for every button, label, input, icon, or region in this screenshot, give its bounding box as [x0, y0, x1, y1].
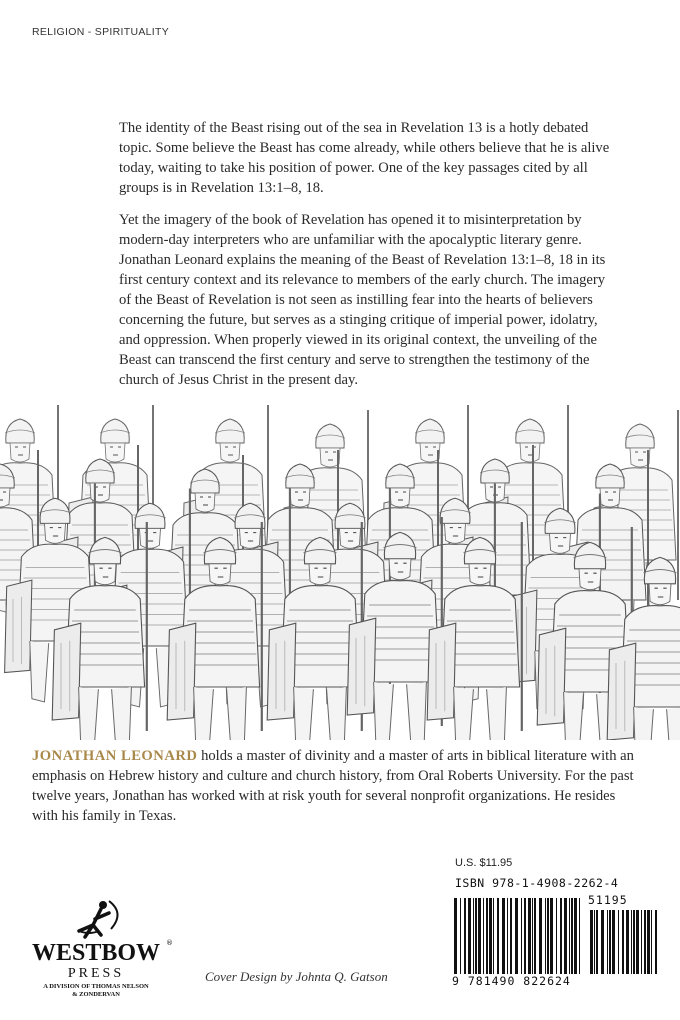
barcode-bar	[571, 898, 573, 974]
barcode-bar	[454, 898, 457, 974]
publisher-division-1: A DIVISION OF THOMAS NELSON	[43, 983, 149, 990]
barcode-bar	[560, 898, 562, 974]
roman-soldiers-illustration	[0, 405, 680, 740]
barcode-bar	[483, 898, 484, 974]
barcode-bar	[596, 910, 598, 974]
barcode-bar	[497, 898, 499, 974]
barcode-bar	[631, 910, 632, 974]
barcode-bar	[460, 898, 461, 974]
barcode-bar	[510, 898, 512, 974]
category-label: RELIGION - SPIRITUALITY	[32, 26, 170, 38]
barcode-bar	[641, 910, 642, 974]
barcode-bar	[534, 898, 536, 974]
barcode-bar	[612, 910, 615, 974]
barcode-bar	[590, 910, 593, 974]
barcode-bar	[524, 898, 526, 974]
barcode-bar	[486, 898, 488, 974]
barcode-bar	[532, 898, 533, 974]
barcode-bars	[452, 892, 660, 978]
svg-text:®: ®	[166, 939, 173, 947]
barcode-bar	[594, 910, 595, 974]
barcode-bar	[651, 910, 652, 974]
barcode-bar	[622, 910, 624, 974]
barcode-bar	[579, 898, 580, 974]
barcode-bar	[539, 898, 542, 974]
publisher-division-2: & ZONDERVAN	[72, 991, 120, 998]
barcode-bar	[489, 898, 492, 974]
barcode-bar	[607, 910, 608, 974]
barcode-bar	[569, 898, 570, 974]
author-bio	[32, 746, 642, 826]
barcode-bar	[528, 898, 531, 974]
barcode-bar	[507, 898, 508, 974]
barcode-bar	[574, 898, 577, 974]
barcode-bar	[475, 898, 477, 974]
description-paragraph-1: The identity of the Beast rising out of the sea in Revelation 13 is a hotly debated topic. Some believe the Beast has come already, while others believe that he is alive today, waiting to take his position of power. One of the key passages cited by all groups is in Revelation 13:1–8, 18.	[119, 120, 610, 196]
author-bio-text: holds a master of divinity and a master of arts in biblical literature with an emphasis on Hebrew history and culture and church history, from Oral Roberts University. For the past twelve years, Jonathan has worked with at risk youth for several nonprofit organizations. He resides with his family in Texas.	[32, 748, 634, 824]
author-name: JONATHAN LEONARD	[32, 748, 198, 764]
barcode-bar	[545, 898, 546, 974]
barcode-bar	[644, 910, 646, 974]
barcode-bar	[626, 910, 629, 974]
barcode-bar	[468, 898, 471, 974]
publisher-name: WESTBOW	[31, 940, 161, 966]
price-supplement: 51195	[588, 893, 628, 907]
barcode-bar	[609, 910, 611, 974]
barcode-bar	[493, 898, 494, 974]
barcode-bar	[618, 910, 619, 974]
barcode-bar	[521, 898, 522, 974]
barcode-bar	[556, 898, 557, 974]
barcode-bar	[564, 898, 567, 974]
barcode-bar	[655, 910, 657, 974]
barcode-bar	[478, 898, 481, 974]
barcode-bar	[647, 910, 650, 974]
isbn-label: ISBN 978-1-4908-2262-4	[455, 876, 619, 890]
description-paragraph-2: Yet the imagery of the book of Revelation has opened it to misinterpretation by modern-day interpreters who are unfamiliar with the apocalyptic literary genre. Jonathan Leonard explains the meaning of the Beast of Revelation 13:1–8, 18 in its first century context and its relevance to members of the early church. The imagery of the Beast of Revelation is not seen as instilling fear into the hearts of believers concerning the future, but serves as a stinging critique of imperial power, idolatry, and oppression. When properly viewed in its original context, the unveiling of the Beast can transcend the first century and serve to strengthen the testimony of the church of Jesus Christ in the present day.	[119, 212, 606, 388]
barcode-bar	[550, 898, 553, 974]
westbow-press-logo	[24, 895, 174, 1013]
cover-design-credit: Cover Design by Johnta Q. Gatson	[205, 969, 388, 984]
barcode-bar	[633, 910, 635, 974]
barcode-number: 9 781490 822624	[452, 974, 571, 988]
publisher-sub: PRESS	[67, 966, 125, 981]
barcode-bar	[601, 910, 604, 974]
barcode-bar	[515, 898, 518, 974]
barcode-bar	[636, 910, 639, 974]
barcode-bar	[473, 898, 474, 974]
archer-icon	[79, 901, 118, 937]
barcode-bar	[502, 898, 505, 974]
price-label: U.S. $11.95	[455, 857, 513, 869]
barcode-bar	[547, 898, 549, 974]
barcode-bar	[464, 898, 466, 974]
